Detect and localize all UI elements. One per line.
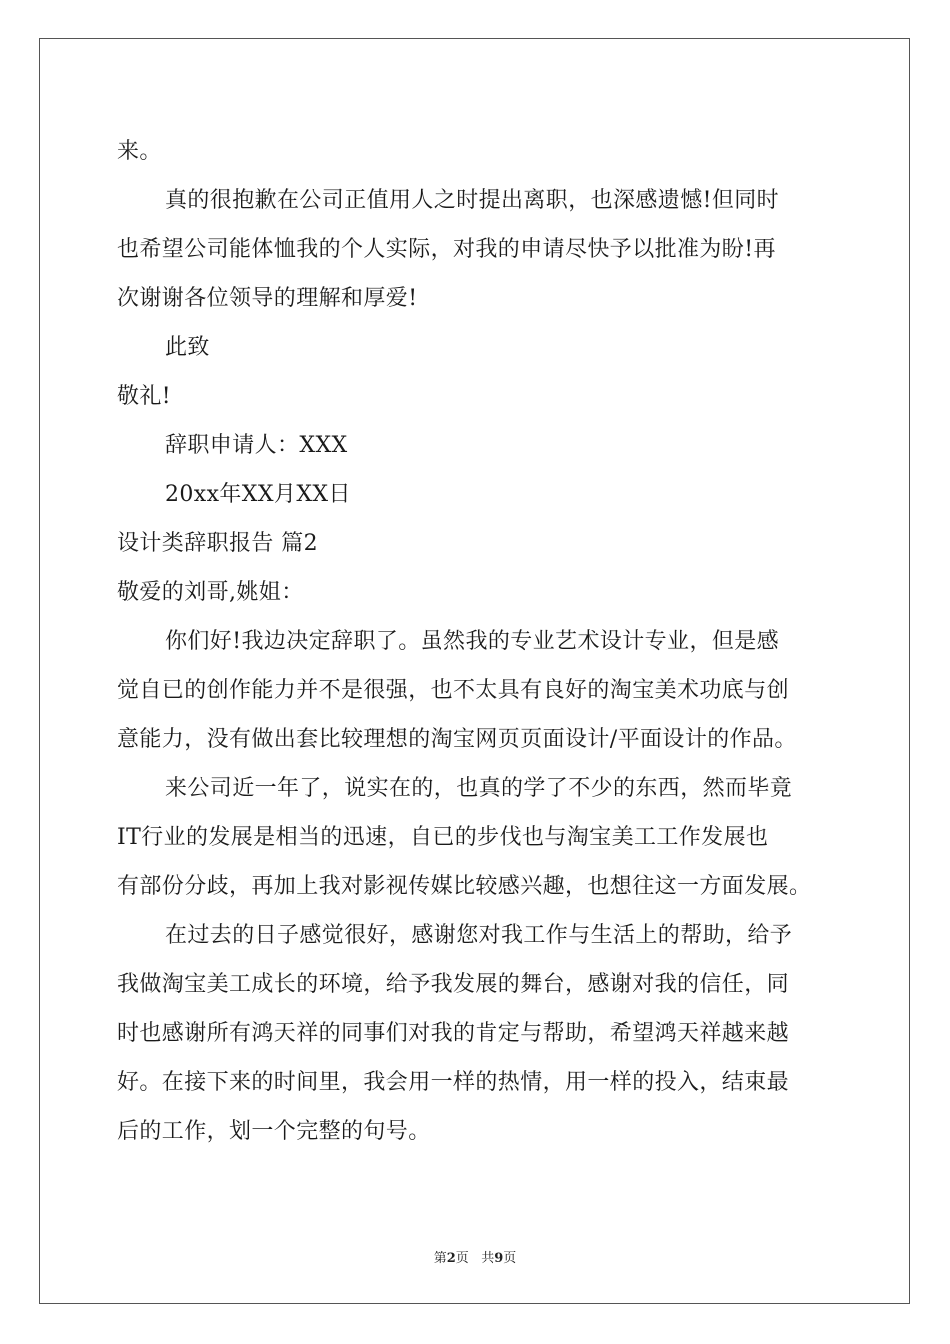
text-line: 辞职申请人：XXX [165, 433, 348, 458]
text-line: 来。 [117, 139, 162, 164]
text-line: 也希望公司能体恤我的个人实际，对我的申请尽快予以批准为盼!再 [117, 237, 776, 262]
text-line: 好。在接下来的时间里，我会用一样的热情，用一样的投入，结束最 [117, 1070, 790, 1095]
section-heading: 设计类辞职报告 篇2 [117, 531, 318, 556]
document-body [117, 127, 837, 1156]
text-line: 意能力，没有做出套比较理想的淘宝网页页面设计/平面设计的作品。 [117, 727, 797, 752]
total-word: 页 [503, 1251, 517, 1266]
text-line: 时也感谢所有鸿天祥的同事们对我的肯定与帮助，希望鸿天祥越来越 [117, 1021, 790, 1046]
page-footer [0, 1247, 950, 1266]
text-line: 有部份分歧，再加上我对影视传媒比较感兴趣，也想往这一方面发展。 [117, 874, 812, 899]
current-page-number: 2 [446, 1251, 456, 1266]
text-line: IT行业的发展是相当的迅速，自已的步伐也与淘宝美工工作发展也 [117, 825, 769, 850]
text-line: 觉自已的创作能力并不是很强，也不太具有良好的淘宝美术功底与创 [117, 678, 790, 703]
text-line: 在过去的日子感觉很好，感谢您对我工作与生活上的帮助，给予 [165, 923, 793, 948]
salutation: 敬爱的刘哥,姚姐： [117, 580, 304, 605]
text-line: 我做淘宝美工成长的环境，给予我发展的舞台，感谢对我的信任，同 [117, 972, 790, 997]
text-line: 次谢谢各位领导的理解和厚爱! [117, 286, 418, 311]
text-line: 此致 [165, 335, 210, 360]
text-line: 20xx年XX月XX日 [165, 482, 351, 507]
text-line: 来公司近一年了，说实在的，也真的学了不少的东西，然而毕竟 [165, 776, 793, 801]
text-line: 敬礼! [117, 384, 172, 409]
total-prefix: 共 [481, 1251, 495, 1266]
text-line: 你们好!我边决定辞职了。虽然我的专业艺术设计专业，但是感 [165, 629, 780, 654]
text-line: 真的很抱歉在公司正值用人之时提出离职，也深感遗憾!但同时 [165, 188, 780, 213]
page-prefix: 第 [433, 1251, 447, 1266]
text-line: 后的工作，划一个完整的句号。 [117, 1119, 431, 1144]
page-word: 页 [455, 1251, 469, 1266]
total-pages-number: 9 [494, 1251, 504, 1266]
